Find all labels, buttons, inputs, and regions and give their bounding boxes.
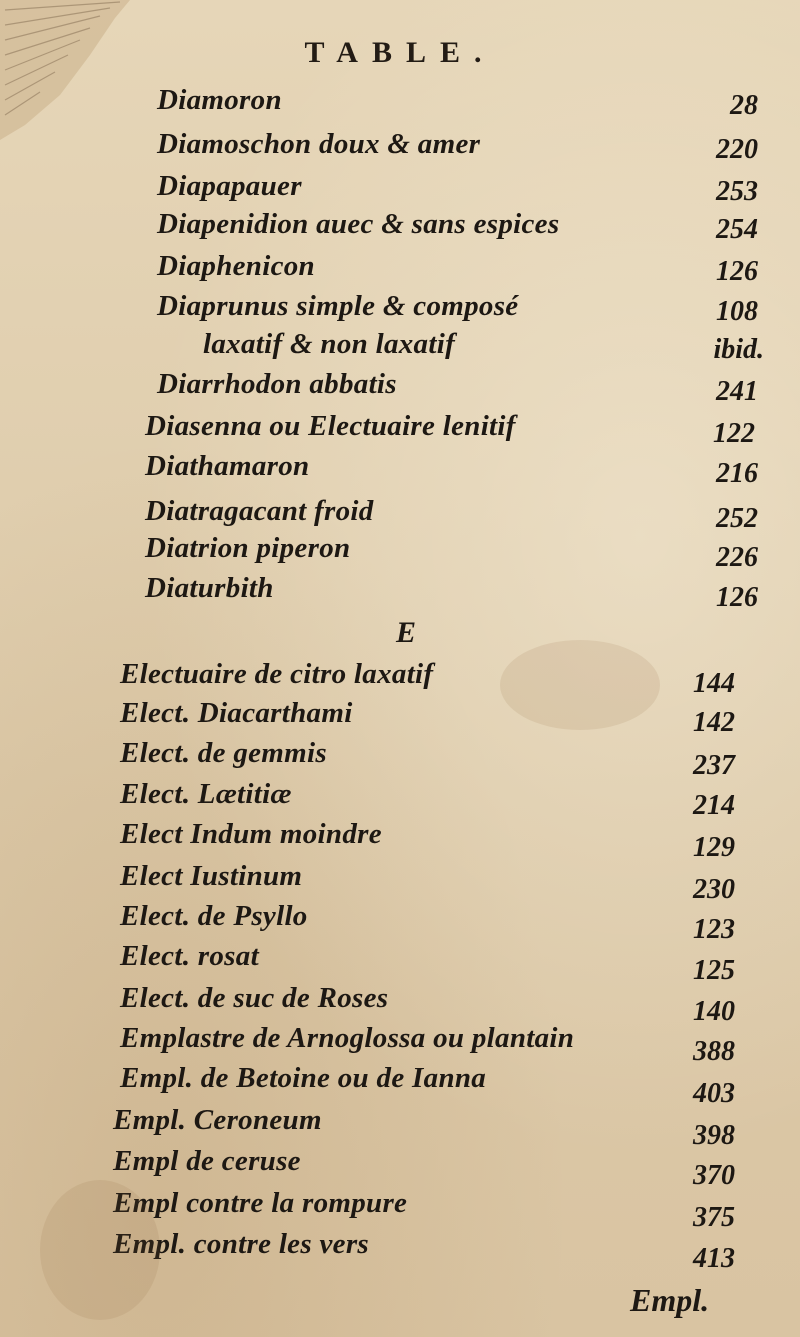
entry-page: 140 bbox=[693, 996, 735, 1027]
entry-label: Diasenna ou Electuaire lenitif bbox=[145, 410, 516, 442]
entry-page: 375 bbox=[693, 1202, 735, 1233]
entry-page: 144 bbox=[693, 668, 735, 699]
entry-page: 254 bbox=[716, 214, 758, 245]
entry-label: Elect. Lætitiæ bbox=[120, 778, 292, 810]
entry-page: 214 bbox=[693, 790, 735, 821]
running-head: TABLE. bbox=[304, 36, 496, 69]
entry-label: Elect Iustinum bbox=[120, 860, 303, 892]
entry-page: 370 bbox=[693, 1160, 735, 1191]
entry-page: 126 bbox=[716, 256, 758, 287]
entry-page: 126 bbox=[716, 582, 758, 613]
entry-page: 403 bbox=[693, 1078, 735, 1109]
entry-page: 28 bbox=[730, 90, 758, 121]
entry-label: Diaprunus simple & composé bbox=[157, 290, 519, 322]
entry-page: 241 bbox=[716, 376, 758, 407]
entry-page: 108 bbox=[716, 296, 758, 327]
paper-stain bbox=[500, 640, 660, 730]
entry-label: Diapapauer bbox=[157, 170, 302, 202]
entry-label: Elect. Diacarthami bbox=[120, 697, 353, 729]
entry-label: Elect. de gemmis bbox=[120, 737, 327, 769]
entry-label: Elect. de Psyllo bbox=[120, 900, 308, 932]
entry-label: Empl de ceruse bbox=[113, 1145, 301, 1177]
entry-page: 237 bbox=[693, 750, 735, 781]
entry-label: Electuaire de citro laxatif bbox=[120, 658, 434, 690]
entry-label: Empl. Ceroneum bbox=[113, 1104, 322, 1136]
entry-page: 220 bbox=[716, 134, 758, 165]
entry-page: 129 bbox=[693, 832, 735, 863]
entry-label: Diamoron bbox=[157, 84, 282, 116]
entry-label: Elect. de suc de Roses bbox=[120, 982, 389, 1014]
entry-label: Diatrion piperon bbox=[145, 532, 351, 564]
entry-label: Empl. de Betoine ou de Ianna bbox=[120, 1062, 487, 1094]
entry-label: Diarrhodon abbatis bbox=[157, 368, 397, 400]
entry-page: 388 bbox=[693, 1036, 735, 1067]
entry-page: 142 bbox=[693, 707, 735, 738]
entry-page: 398 bbox=[693, 1120, 735, 1151]
entry-page: 123 bbox=[693, 914, 735, 945]
entry-page: 125 bbox=[693, 955, 735, 986]
entry-page: 413 bbox=[693, 1243, 735, 1274]
entry-page: 253 bbox=[716, 176, 758, 207]
entry-label: Diamoschon doux & amer bbox=[157, 128, 481, 160]
entry-label: laxatif & non laxatif bbox=[203, 328, 456, 360]
entry-label: Elect. rosat bbox=[120, 940, 259, 972]
entry-label: Empl. contre les vers bbox=[113, 1228, 369, 1260]
entry-label: Diapenidion auec & sans espices bbox=[157, 208, 560, 240]
entry-label: Diaphenicon bbox=[157, 250, 315, 282]
entry-label: Diaturbith bbox=[145, 572, 274, 604]
entry-label: Elect Indum moindre bbox=[120, 818, 382, 850]
entry-page: 252 bbox=[716, 503, 758, 534]
entry-page: 226 bbox=[716, 542, 758, 573]
paper-stain bbox=[40, 1180, 160, 1320]
entry-page: 122 bbox=[713, 418, 755, 449]
entry-label: Diathamaron bbox=[145, 450, 310, 482]
entry-page: 216 bbox=[716, 458, 758, 489]
entry-label: Diatragacant froid bbox=[145, 495, 374, 527]
entry-page: ibid. bbox=[713, 334, 764, 365]
entry-label: Empl contre la rompure bbox=[113, 1187, 408, 1219]
entry-label: Emplastre de Arnoglossa ou plantain bbox=[120, 1022, 575, 1054]
entry-page: 230 bbox=[693, 874, 735, 905]
catchword: Empl. bbox=[630, 1282, 710, 1318]
section-letter: E bbox=[396, 616, 417, 649]
